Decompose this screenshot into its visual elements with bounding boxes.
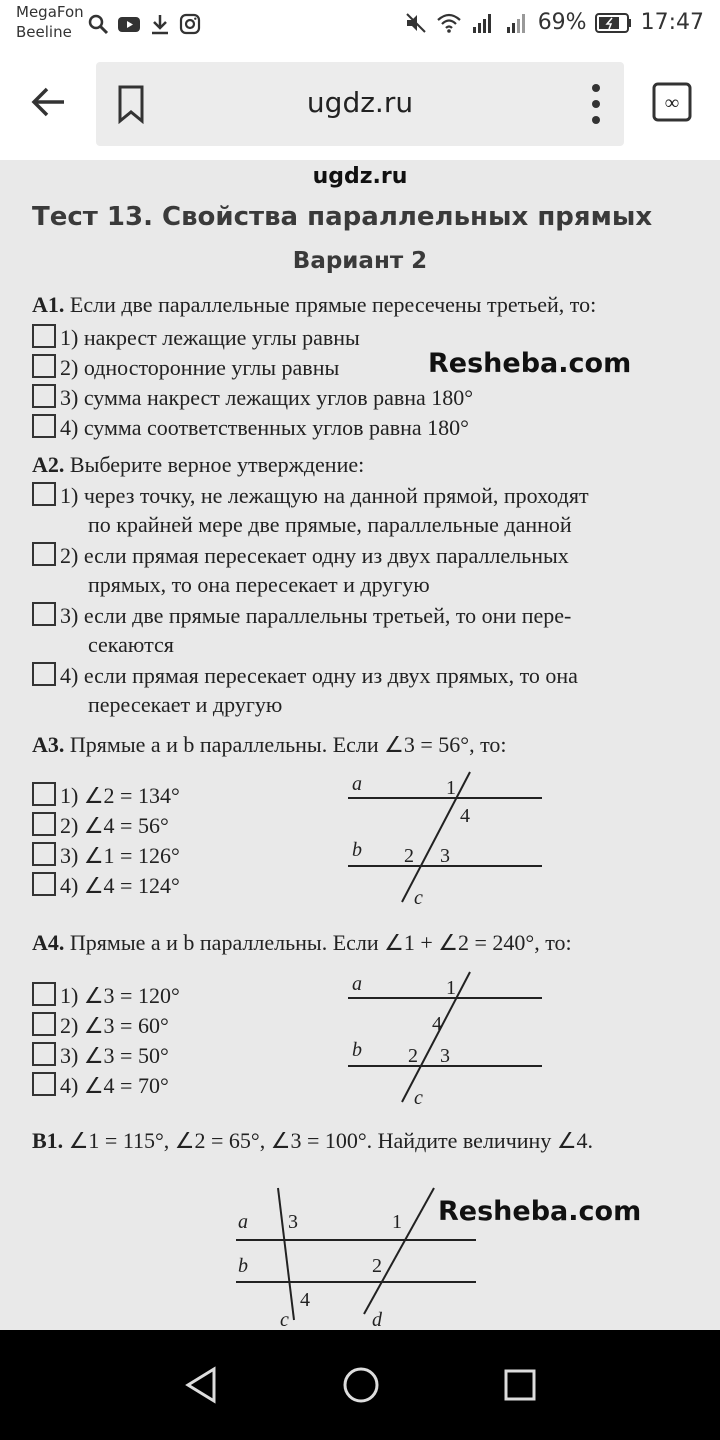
carrier-2: Beeline: [16, 23, 72, 41]
nav-recents-icon[interactable]: [503, 1366, 537, 1404]
signal-icon: [470, 11, 496, 35]
option-a2-3-cont: секаются: [88, 632, 174, 657]
option-a3-1[interactable]: 1) ∠2 = 134°: [32, 782, 180, 809]
checkbox[interactable]: [32, 1012, 56, 1036]
label-2: 2: [372, 1255, 382, 1277]
checkbox[interactable]: [32, 414, 56, 438]
diagram-b1: [226, 1180, 486, 1330]
label-3: 3: [440, 1045, 450, 1067]
checkbox[interactable]: [32, 602, 56, 626]
download-icon: [148, 12, 172, 36]
option-a4-1[interactable]: 1) ∠3 = 120°: [32, 982, 180, 1009]
more-menu-icon[interactable]: [590, 82, 602, 126]
checkbox[interactable]: [32, 842, 56, 866]
option-a1-4[interactable]: 4) сумма соответственных углов равна 180°: [32, 414, 469, 441]
checkbox[interactable]: [32, 354, 56, 378]
checkbox[interactable]: [32, 782, 56, 806]
question-text: Если две параллельные прямые пересечены третьей, то:: [69, 292, 597, 317]
carrier-1: MegaFon: [16, 3, 84, 21]
nav-home-icon[interactable]: [342, 1366, 380, 1404]
clock: 17:47: [640, 10, 704, 35]
instagram-icon: [178, 12, 202, 36]
label-c: c: [414, 887, 423, 909]
url-text[interactable]: ugdz.ru: [306, 86, 414, 119]
option-a3-2[interactable]: 2) ∠4 = 56°: [32, 812, 169, 839]
question-text: ∠1 = 115°, ∠2 = 65°, ∠3 = 100°. Найдите величину ∠4.: [68, 1128, 594, 1153]
youtube-icon: [116, 12, 142, 36]
checkbox[interactable]: [32, 872, 56, 896]
signal-icon-2: [504, 11, 530, 35]
label-1: 1: [392, 1211, 402, 1233]
checkbox[interactable]: [32, 384, 56, 408]
tabs-button[interactable]: [652, 82, 692, 126]
option-a2-3[interactable]: 3) если две прямые параллельны третьей, то они пере-: [32, 602, 571, 629]
option-a1-1[interactable]: 1) накрест лежащие углы равны: [32, 324, 360, 351]
label-1: 1: [446, 777, 456, 799]
label-b: b: [238, 1255, 248, 1277]
label-4: 4: [300, 1289, 310, 1311]
question-a4: [32, 930, 572, 956]
page-title: Тест 13. Свойства параллельных прямых: [32, 202, 653, 232]
system-icons: [404, 10, 704, 35]
label-3: 3: [440, 845, 450, 867]
question-number: A4.: [32, 930, 65, 955]
option-a3-4[interactable]: 4) ∠4 = 124°: [32, 872, 180, 899]
checkbox[interactable]: [32, 1042, 56, 1066]
option-a2-1[interactable]: 1) через точку, не лежащую на данной прямой, проходят: [32, 482, 589, 509]
option-a2-2[interactable]: 2) если прямая пересекает одну из двух параллельных: [32, 542, 569, 569]
site-label: ugdz.ru: [312, 164, 408, 189]
label-a: a: [352, 773, 362, 795]
watermark: Resheba.com: [428, 348, 632, 379]
checkbox[interactable]: [32, 662, 56, 686]
label-c: c: [414, 1087, 423, 1109]
checkbox[interactable]: [32, 324, 56, 348]
label-d: d: [372, 1309, 382, 1330]
variant-label: Вариант 2: [292, 248, 428, 274]
watermark: Resheba.com: [438, 1196, 642, 1227]
label-4: 4: [460, 805, 470, 827]
page-content: [0, 160, 720, 1330]
question-number: A2.: [32, 452, 65, 477]
label-b: b: [352, 839, 362, 861]
option-a2-4[interactable]: 4) если прямая пересекает одну из двух прямых, то она: [32, 662, 578, 689]
question-text: Прямые a и b параллельны. Если ∠3 = 56°, то:: [69, 732, 507, 757]
question-a2: [32, 452, 364, 478]
option-a2-2-cont: прямых, то она пересекает и другую: [88, 572, 430, 597]
option-a1-3[interactable]: 3) сумма накрест лежащих углов равна 180°: [32, 384, 473, 411]
label-a: a: [352, 973, 362, 995]
question-number: B1.: [32, 1128, 64, 1153]
question-b1: [32, 1128, 593, 1154]
back-arrow-icon[interactable]: [28, 82, 68, 122]
label-2: 2: [404, 845, 414, 867]
line-d: [364, 1188, 434, 1314]
question-number: A1.: [32, 292, 65, 317]
checkbox[interactable]: [32, 982, 56, 1006]
line-c: [278, 1188, 294, 1320]
label-3: 3: [288, 1211, 298, 1233]
option-a3-3[interactable]: 3) ∠1 = 126°: [32, 842, 180, 869]
option-a4-4[interactable]: 4) ∠4 = 70°: [32, 1072, 169, 1099]
mute-icon: [404, 11, 428, 35]
battery-percent: 69%: [537, 10, 587, 35]
question-number: A3.: [32, 732, 65, 757]
option-a2-4-cont: пересекает и другую: [88, 692, 283, 717]
tabs-count: ∞: [664, 92, 680, 114]
option-a4-2[interactable]: 2) ∠3 = 60°: [32, 1012, 169, 1039]
diagram-a3: [340, 770, 550, 910]
address-bar[interactable]: [96, 62, 624, 146]
status-bar: [0, 0, 720, 52]
question-a3: [32, 732, 507, 758]
wifi-icon: [436, 11, 462, 35]
label-b: b: [352, 1039, 362, 1061]
option-a1-2[interactable]: 2) односторонние углы равны: [32, 354, 339, 381]
checkbox[interactable]: [32, 1072, 56, 1096]
label-a: a: [238, 1211, 248, 1233]
browser-toolbar: [0, 52, 720, 161]
label-2: 2: [408, 1045, 418, 1067]
diagram-a4: [340, 970, 550, 1110]
label-4: 4: [432, 1013, 442, 1035]
system-nav-bar: [0, 1330, 720, 1440]
nav-back-icon[interactable]: [184, 1366, 218, 1404]
checkbox[interactable]: [32, 812, 56, 836]
notification-icons: [86, 12, 202, 36]
label-c: c: [280, 1309, 289, 1330]
question-text: Выберите верное утверждение:: [69, 452, 365, 477]
option-a2-1-cont: по крайней мере две прямые, параллельные данной: [88, 512, 572, 537]
line-c: [402, 972, 470, 1102]
question-a1: [32, 292, 596, 318]
battery-icon: [595, 12, 633, 34]
checkbox[interactable]: [32, 482, 56, 506]
carrier-info: [16, 2, 84, 42]
question-text: Прямые a и b параллельны. Если ∠1 + ∠2 = 240°, то:: [69, 930, 572, 955]
label-1: 1: [446, 977, 456, 999]
line-c: [402, 772, 470, 902]
option-a4-3[interactable]: 3) ∠3 = 50°: [32, 1042, 169, 1069]
checkbox[interactable]: [32, 542, 56, 566]
tabs-icon[interactable]: [652, 82, 692, 122]
search-icon: [86, 12, 110, 36]
